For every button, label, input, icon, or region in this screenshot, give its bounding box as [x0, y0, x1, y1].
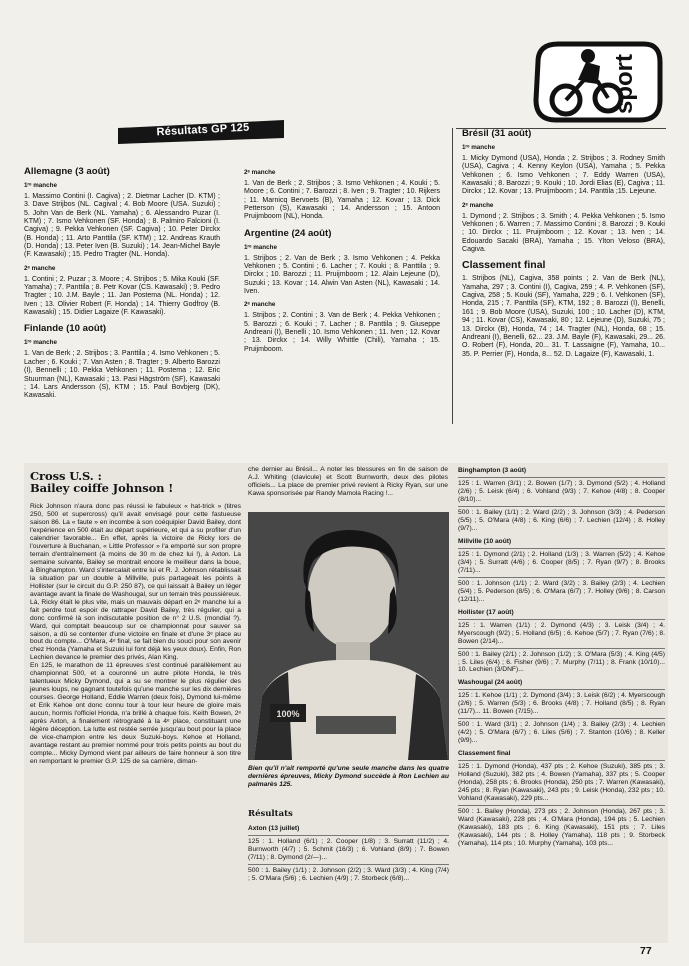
axton-500: 500 : 1. Bailey (1/1) ; 2. Johnson (2/2) ; 3. Ward (3/3) ; 4. King (7/4) ; 5. O'Mara (5/6) ; 6. Lechien (4/9) ; 7. Storbeck (6/8)... [248, 866, 449, 882]
washougal-500: 500 : 1. Ward (3/1) ; 2. Johnson (1/4) ; 3. Bailey (2/3) ; 4. Lechien (4/2) ; 5. O'Mara (6/7) ; 6. Liles (5/6) ; 7. Stanton (10/6) ; 8. Keller (9/9)... [458, 721, 665, 745]
cross-headline [30, 470, 230, 494]
bresil-m2-label: 2ᵉ manche [462, 201, 494, 209]
banner-title: Résultats GP 125 [156, 121, 250, 139]
argentine-m2-label: 2ᵉ manche [244, 301, 276, 309]
allemagne-m1: 1. Massimo Contini (I. Cagiva) ; 2. Dietmar Lacher (D. KTM) ; 3. Dave Strijbos (NL. Cagival ; 4. Bob Moore (USA. Suzuki) ; 5. John Van de Berk (NL. Yamaha) ; 6. Alessandro Puzar (I. KTM) ; 7. Ismo Vehkonen (SF. Honda) ; 8. Palmiro Falcioni (I. Cagiva) ; 9. Pekka Vehkonen (SF. Cagiva) ; 10. Peter Dirckx (B. Honda) ; 11. Arto Panttila (SF. KTM) ; 12. Andreas Krauth (D. Honda) ; 13. Peter Iven (B. Suzuki) ; 14. Jean-Michel Bayle (F. Kawasaki) ; 15. Pedro Tragter (NL. Honda). [24, 193, 220, 259]
millville-125: 125 : 1. Dymond (2/1) ; 2. Holland (1/3) ; 3. Warren (5/2) ; 4. Kehoe (3/4) ; 5. Surratt (4/6) ; 6. Cooper (8/5) ; 7. Ryan (9/7) ; 8. Brooks (7/11)... [458, 550, 665, 574]
axton-results [248, 824, 449, 883]
binghampton-500: 500 : 1. Bailey (1/1) ; 2. Ward (2/2) ; 3. Johnson (3/3) ; 4. Pederson (5/5) ; 5. O'Mara (4/8) ; 6. King (6/6) ; 7. Lechien (12/4) ; 8. Holley (9/7)... [458, 508, 665, 532]
washougal-125: 125 : 1. Kehoe (1/1) ; 2. Dymond (3/4) ; 3. Leisk (6/2) ; 4. Myerscough (2/6) ; 5. Warren (5/3) ; 6. Brooks (4/8) ; 7. Holland (8/5) ; 8. Ryan (11/7)... 11. Bowen (7/15)... [458, 692, 665, 716]
results-column-1 [24, 160, 220, 401]
page-number: 77 [640, 945, 652, 957]
photo-caption: Bien qu'il n'ait remporté qu'une seule manche dans les quatre dernières épreuves, Micky Dymond succède à Ron Lechien au palmarès 125. [248, 765, 449, 788]
cross-headline-line1: Cross U.S. : [30, 469, 102, 483]
result-separator [248, 864, 449, 865]
rider-photo [248, 512, 449, 760]
allemagne-m2-label: 2ᵉ manche [24, 264, 56, 272]
hollister-500: 500 : 1. Bailey (2/1) ; 2. Johnson (1/2) ; 3. O'Mara (5/3) ; 4. King (4/5) ; 5. Liles (6/4) ; 6. Fisher (9/6) ; 7. Murphy (7/11) ; 8. Frank (10/10)... 10. Lechien (3/DNF)... [458, 650, 665, 674]
us-final-500: 500 : 1. Bailey (Honda), 273 pts ; 2. Johnson (Honda), 267 pts ; 3. Ward (Kawasaki), 228 pts ; 4. O'Mara (Honda), 194 pts ; 5. Lechien (Kawasaki), 183 pts ; 6. King (Kawasaki), 151 pts ; 7. Liles (Kawasaki), 144 pts ; 8. Holley (Yamaha), 118 pts ; 9. Storbeck (Yamaha), 114 pts ; 10. Murphy (Yamaha), 103 pts... [458, 808, 665, 847]
result-separator [458, 805, 665, 806]
axton-title: Axton (13 juillet) [248, 825, 300, 832]
finlande-m1-label: 1ʳᵉ manche [24, 339, 58, 347]
result-separator [458, 477, 665, 478]
us-results-column [458, 466, 665, 848]
allemagne-title: Allemagne (3 août) [24, 166, 110, 177]
argentine-m1: 1. Strijbos ; 2. Van de Berk ; 3. Ismo Vehkonen ; 4. Pekka Vehkonen ; 5. Contini ; 6. Lacher ; 7. Kouki ; 8. Panttila ; 9. Dirckx ; 10. Barozzi ; 11. Pruijmboom ; 12. Alain Lejeune (D), Suzuki ; 13. Kovar ; 14. Alwin Van Asten (NL), Kawasaki ; 14. Iven. [244, 254, 440, 296]
jersey-badge-text: 100% [276, 709, 300, 719]
classement-text: 1. Strijbos (NL), Cagiva, 358 points ; 2. Van de Berk (NL), Yamaha, 297 ; 3. Contini (I), Cagiva, 259 ; 4. P. Vehkonen (SF), Cagiva, 258 ; 5. Kouki (SF), Yamaha, 229 ; 6. I. Vehkonen (SF), Honda, 215 ; 7. Panttila (SF), KTM, 192 ; 8. Barozzi (I), Benelli, 161 ; 9. Bob Moore (USA), Suzuki, 100 ; 10. Lacher (D), KTM, 94 ; 11. Kovar (CS), Kawasaki, 80 ; 12. Lejeune (D), Suzuki, 75 ; 13. Dirckx (B), Honda, 74 ; 14. Tragter (NL), Honda, 68 ; 15. Andreani (I), Benelli, 62... 23. J.M. Bayle (F), Kawasaki, 29... 26. O. Robert (F), Honda, 20... 31. T. Lassaigne (F), Yamaha, 10... 35. P. Perrier (F), Honda, 8... 52. D. Lagaize (F), Kawasaki, 1. [462, 275, 665, 358]
hollister-title: Hollister (17 août) [458, 608, 514, 616]
result-separator [458, 718, 665, 719]
argentine-m2: 1. Strijbos ; 2. Contini ; 3. Van de Berk ; 4. Pekka Vehkonen ; 5. Barozzi ; 6. Kouki ; 7. Lacher ; 8. Panttila ; 9. Giuseppe Andreani (I), Benelli ; 10. Ismo Vehkonen ; 11. Iven ; 12. Kovar ; 13. Dirckx ; 14. Willy Whittle (Chili), Yamaha ; 15. Pruijmboom. [244, 312, 440, 353]
results-heading: Résultats [248, 809, 293, 819]
allemagne-m2: 1. Contini ; 2. Puzar ; 3. Moore ; 4. Strijbos ; 5. Mika Kouki (SF. Yamaha) ; 7. Panttila ; 8. Petr Kovar (CS. Kawasaki) ; 9. Pedro Tragter ; 10. J.M. Bayle ; 11. Jan Postema (NL. Honda) ; 12. Iven ; 13. Olivier Robert (F. Honda) ; 14. Thierry Godfroy (B. Kawasaki) ; 15. Didier Lagaize (F. Kawasaki). [24, 275, 220, 317]
result-separator [458, 577, 665, 578]
binghampton-title: Binghampton (3 août) [458, 467, 527, 474]
bresil-m1-label: 1ʳᵉ manche [462, 144, 496, 151]
argentine-title: Argentine (24 août) [244, 227, 332, 239]
hollister-125: 125 : 1. Warren (1/1) ; 2. Dymond (4/3) ; 3. Leisk (3/4) ; 4. Myerscough (9/2) ; 5. Holland (6/5) ; 6. Kehoe (5/7) ; 7. Ryan (7/6) ; 8. Bowen (2/14)... [458, 621, 665, 645]
bresil-m1: 1. Micky Dymond (USA), Honda ; 2. Strijbos ; 3. Rodney Smith (USA), Cagiva ; 4. Kenny Keylon (USA), Yamaha ; 5. Pekka Vehkonen ; 6. Ismo Vehkonen ; 7. Eddy Warren (USA), Kawasaki ; 8. Barozzi ; 9. Kouki ; 10. Jordi Elias (E), Cagiva ; 11. Dirckx ; 12. Kovar ; 13. Pruijmboom ; 14. Panttila ;15. Lejeune. [462, 155, 665, 196]
millville-500: 500 : 1. Johnson (1/1) ; 2. Ward (3/2) ; 3. Bailey (2/3) ; 4. Lechien (5/4) ; 5. Pederson (8/5) ; 6. O'Mara (6/7) ; 7. Holley (9/6) ; 8. Carson (12/11)... [458, 579, 665, 603]
cross-article-body: Rick Johnson n'aura donc pas réussi le fabuleux « hat-trick » (titres 250, 500 et supercross) qu'il avait envisagé pour cette fastueuse saison 86. La « faute » en incombe à son coéquipier David Bailey, dont l'expérience en 500 était au départ supérieure, et qui a su profiter d'un calendrier favorable... En effet, après la victoire de Ricky lors de l'ouverture à Buchanan, « Little Professor » l'a emporté sur son propre terrain d'entraînement (à moins de 30 m de chez lui !), à Axton. La semaine suivante, Bailey se montrait encore le meilleur dans la boue, à Binghampton. Ward s'intercalait entre lui et R. J. Johnson rétablissait la situation par un double à Millville, puis partageait les points à Hollister (sur le circuit du G.P. 250 87), ce qui laissait à Bailey un léger avantage avant la finale de Washougal, sur un terrain très poussiéreux. Là, Ricky était le plus vite, mais un mauvais départ en 2ᵉ manche lui a fait perdre tout espoir de rattraper David Bailey, très régulier, qui a donc confirmé là son indiscutable position de n° 2 U.S. (mondial ?). Ward, qui comptait beaucoup sur ce championnat pour sauver sa saison, a dû se contenter d'une victoire en finale et d'une 3ᵉ place au bout du compte... O'Mara, 4ᵉ final, se fait bien du souci pour son avenir chez Honda (Yamaha et Suzuki lui font déjà les yeux doux). Enfin, Ron Lechien devance le premier des privés, Alan King. En 125, le marathon de 11 épreuves s'est continué parallèlement au championnat 500, et a couronné un autre pilote Honda, le très talentueux Micky Dymond, qui a su se montrer le plus régulier des jeunes loups, ne gagnant toutefois qu'une manche sur les dix dernières courses. George Holland, Eddie Warren (deux fois), Dymond lui-même et Erik Kehoe ont donc connu tour à tour leur heure de gloire mais aucun, hormis l'officiel Honda, n'a brillé à chaque fois. Keith Bowen, 2ᵉ après Axton, a finalement rétrogradé à la 4ᵉ place, constituant une légère déception. La lutte est restée serrée jusqu'au bout pour la place de vice-champion entre les deux Suzuki-boys. Kehoe et Holland, avantage restant au premier nommé pour trois petits points au bout du compte... Micky Dymond vient par ailleurs de faire honneur à son titre en remportant le premier G.P. 125 de sa carrière, diman- [30, 503, 241, 765]
axton-125: 125 : 1. Holland (6/1) ; 2. Cooper (1/8) ; 3. Surratt (11/2) ; 4. Burnworth (4/7) ; 5. Schmit (16/3) ; 6. Vohland (8/9) ; 7. Bowen (7/11) ; 8. Dymond (2/—)... [248, 838, 449, 861]
results-column-3 [462, 128, 665, 359]
washougal-title: Washougal (24 août) [458, 679, 523, 687]
argentine-m1-label: 1ʳᵉ manche [244, 243, 278, 251]
us-final-125: 125 : 1. Dymond (Honda), 437 pts ; 2. Kehoe (Suzuki), 385 pts ; 3. Holland (Suzuki), 382 pts ; 4. Bowen (Yamaha), 337 pts ; 5. Cooper (Honda), 258 pts ; 6. Brooks (Honda), 250 pts ; 7. Warren (Kawasaki), 245 pts ; 8. Ryan (Kawasaki), 243 pts ; 9. Leisk (Honda), 232 pts ; 10. Vohland (Kawasaki), 229 pts... [458, 763, 665, 803]
us-final-standings-title: Classement final [458, 750, 511, 758]
article-continuation: che dernier au Brésil... A noter les blessures en fin de saison de A.J. Whiting (clavicule) et Scott Burnworth, deux des pilotes officiels... La place de premier privé revient à Ricky Ryan, sur une Kawa sponsorisée par Randy Mamola Racing !... [248, 466, 448, 497]
result-separator [248, 835, 449, 836]
finlande-m2: 1. Van de Berk ; 2. Strijbos ; 3. Ismo Vehkonen ; 4. Kouki ; 5. Moore ; 6. Contini ; 7. Barozzi ; 8. Iven ; 9. Tragter ; 10. Rijkers ; 11. Marnicq Bervoets (B), Yamaha ; 12. Kovar ; 13. Dick Petterson (S), Kawasaki ; 14. Andersson ; 15. Antoon Pruijmboom (NL), Honda. [244, 180, 440, 221]
binghampton-125: 125 : 1. Warren (3/1) ; 2. Bowen (1/7) ; 3. Dymond (5/2) ; 4. Holland (2/6) ; 5. Leisk (6/4) ; 6. Vohland (9/3) ; 7. Kehoe (4/8) ; 8. Cooper (8/10)... [458, 480, 665, 503]
logo-text: sport [611, 54, 638, 114]
result-separator [458, 548, 665, 549]
cross-headline-line2: Bailey coiffe Johnson ! [30, 481, 174, 495]
finlande-title: Finlande (10 août) [24, 323, 107, 335]
finlande-m2-label: 2ᵉ manche [244, 169, 276, 176]
millville-title: Millville (10 août) [458, 537, 512, 545]
sport-logo [528, 40, 664, 124]
bresil-title: Brésil (31 août) [462, 128, 532, 139]
result-separator [458, 506, 665, 507]
result-separator [458, 619, 665, 620]
result-separator [458, 648, 665, 649]
results-column-2 [244, 164, 440, 354]
result-separator [458, 760, 665, 761]
column-divider [452, 128, 453, 424]
classement-title: Classement final [462, 259, 546, 272]
bresil-m2: 1. Dymond ; 2. Strijbos ; 3. Smith ; 4. Pekka Vehkonen ; 5. Ismo Vehkonen ; 6. Warren ; 7. Massimo Contini ; 8. Barozzi ; 9. Kouki ; 10. Dirckx ; 11. Pruijmboom ; 12. Kovar ; 13. Iven ; 14. Edouardo Sacaki (BRA), Yamaha ; 15. Ylton Veloso (BRA), Cagiva. [462, 212, 665, 254]
result-separator [458, 689, 665, 690]
finlande-m1: 1. Van de Berk ; 2. Strijbos ; 3. Panttila ; 4. Ismo Vehkonen ; 5. Lacher ; 6. Kouki ; 7. Van Asten ; 8. Tragter ; 9. Alberto Barozzi (I), Bennelli ; 10. Pekka Vehkonen ; 11. Postema ; 12. Eric Stuurman (NL), Kawasaki ; 13. Pasi Hägström (SF), Kawasaki ; 14. Lars Andersson (S), KTM ; 15. Paul Bovbjerg (DK), Kawasaki. [24, 350, 220, 400]
allemagne-m1-label: 1ʳᵉ manche [24, 182, 58, 189]
